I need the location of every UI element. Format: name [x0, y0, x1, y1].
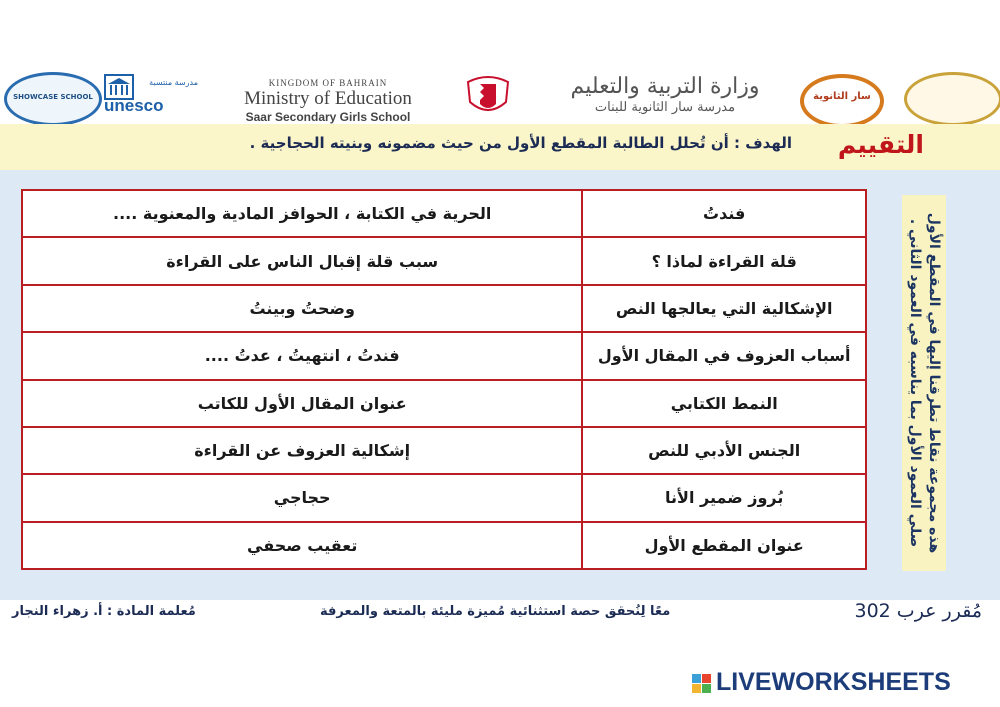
unesco-subtitle: مدرسة منتسبة: [149, 78, 198, 87]
column-b-cell: سبب قلة إقبال الناس على القراءة: [22, 237, 582, 284]
unesco-wordmark: unesco: [104, 96, 164, 115]
footer-slogan: معًا لِنُحقق حصة استثنائية مُميزة مليئة بالمتعة والمعرفة: [320, 604, 671, 619]
column-a-cell: قلة القراءة لماذا ؟: [582, 237, 866, 284]
column-b-cell: تعقيب صحفي: [22, 522, 582, 569]
objective-text: الهدف : أن تُحلل الطالبة المقطع الأول من حيث مضمونه وبنيته الحجاجية .: [249, 134, 792, 152]
showcase-logo-text: SHOWCASE SCHOOL: [13, 93, 93, 101]
column-b-cell: فندتُ ، انتهيتُ ، عدتُ ....: [22, 332, 582, 379]
instruction-box: [902, 195, 946, 571]
bahrain-emblem-icon: [462, 72, 514, 120]
ministry-english-block: [208, 78, 448, 124]
table-row: [22, 190, 866, 237]
showcase-school-logo: [4, 72, 102, 126]
liveworksheets-wordmark: LIVEWORKSHEETS: [716, 668, 951, 696]
column-b-cell: حجاجي: [22, 474, 582, 521]
column-b-cell: إشكالية العزوف عن القراءة: [22, 427, 582, 474]
column-a-cell: عنوان المقطع الأول: [582, 522, 866, 569]
ministry-name-en: Ministry of Education: [244, 88, 412, 109]
table-row: [22, 427, 866, 474]
column-a-cell: الجنس الأدبي للنص: [582, 427, 866, 474]
column-a-cell: بُروز ضمير الأنا: [582, 474, 866, 521]
liveworksheets-grid-icon: [692, 674, 712, 694]
column-a-cell: النمط الكتابي: [582, 380, 866, 427]
column-a-cell: الإشكالية التي يعالجها النص: [582, 285, 866, 332]
school-name-en: Saar Secondary Girls School: [245, 110, 411, 124]
column-b-cell: الحرية في الكتابة ، الحوافز المادية والمعنوية ....: [22, 190, 582, 237]
table-row: [22, 522, 866, 569]
table-row: [22, 285, 866, 332]
school-name-ar: مدرسة سار الثانوية للبنات: [594, 100, 736, 115]
anniversary-logo-icon: [904, 72, 1000, 126]
ministry-name-ar: وزارة التربية والتعليم: [570, 74, 760, 99]
matching-table: [21, 189, 867, 570]
table-row: [22, 474, 866, 521]
column-b-cell: عنوان المقال الأول للكاتب: [22, 380, 582, 427]
teacher-name: مُعلمة المادة : أ. زهراء النجار: [12, 604, 196, 619]
column-a-cell: فندتُ: [582, 190, 866, 237]
saar-school-logo: [800, 74, 884, 128]
table-row: [22, 380, 866, 427]
column-a-cell: أسباب العزوف في المقال الأول: [582, 332, 866, 379]
instruction-text: هذه مجموعة نقاط تطرقنا إليها في المقطع الأول صلي العمود الأول بما يناسبه في العمود الثاني .: [907, 212, 942, 554]
ministry-arabic-block: [540, 74, 790, 120]
saar-logo-text: سار الثانوية: [813, 91, 871, 102]
kingdom-label: KINGDOM OF BAHRAIN: [268, 78, 388, 88]
table-row: [22, 332, 866, 379]
column-b-cell: وضحتُ وبينتُ: [22, 285, 582, 332]
table-row: [22, 237, 866, 284]
course-code: مُقرر عرب 302: [854, 600, 982, 622]
page-title: التقييم: [837, 130, 924, 159]
unesco-logo: [104, 74, 200, 118]
